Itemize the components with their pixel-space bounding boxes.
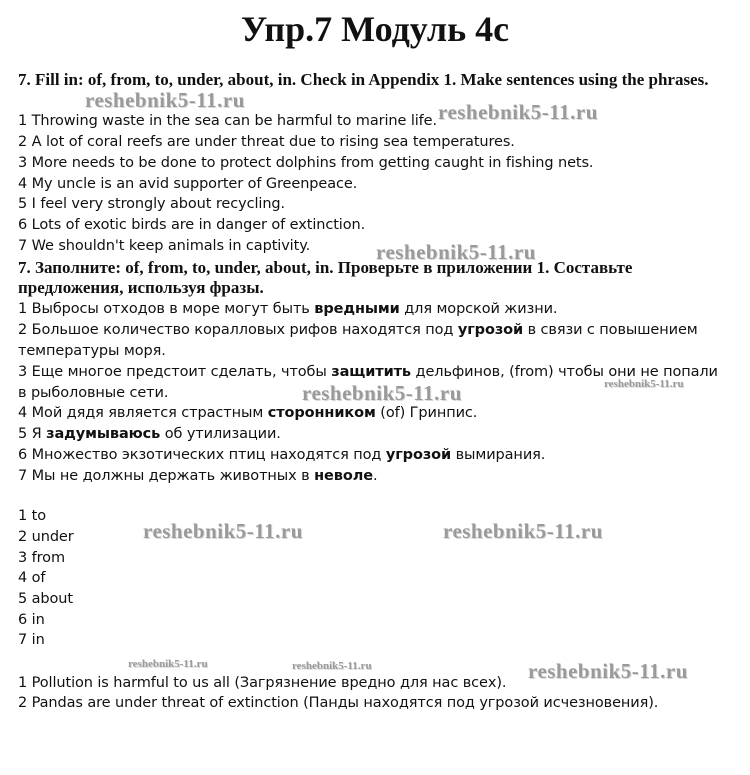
sentence-text: об утилизации.	[160, 426, 281, 442]
highlighted-word: угрозой	[457, 322, 524, 338]
sentence-text: 2 Большое количество коралловых рифов находятся под	[18, 322, 458, 338]
watermark: reshebnik5-11.ru	[292, 660, 372, 672]
watermark: reshebnik5-11.ru	[528, 659, 688, 683]
watermark: reshebnik5-11.ru	[143, 519, 303, 543]
watermark: reshebnik5-11.ru	[443, 519, 603, 543]
answer-6: 6 in	[18, 612, 45, 628]
en-sentence-1: 1 Throwing waste in the sea can be harmful to marine life.	[18, 113, 438, 129]
answer-4: 4 of	[18, 570, 46, 586]
page-title: Упр.7 Модуль 4c	[240, 9, 510, 49]
watermark: reshebnik5-11.ru	[438, 100, 598, 124]
answer-5: 5 about	[18, 591, 73, 607]
ru-sentence-line	[18, 299, 557, 319]
exercise-heading-ru: 7. Заполните: of, from, to, under, about, in. Проверьте в приложении 1. Составьте предложения, используя фразы.	[18, 258, 633, 297]
example-sentence-1: 1 Pollution is harmful to us all (Загрязнение вредно для нас всех).	[18, 675, 507, 691]
highlighted-word: неволе	[314, 468, 373, 484]
ru-sentence-line	[18, 403, 477, 423]
ru-sentence-line	[18, 424, 281, 444]
watermark: reshebnik5-11.ru	[376, 240, 536, 264]
ru-sentence-line	[18, 445, 545, 465]
watermark: reshebnik5-11.ru	[85, 88, 245, 112]
watermark: reshebnik5-11.ru	[128, 658, 208, 670]
en-sentence-7: 7 We shouldn't keep animals in captivity.	[18, 238, 311, 254]
sentence-text: температуры моря.	[18, 343, 166, 359]
en-sentence-3: 3 More needs to be done to protect dolphins from getting caught in fishing nets.	[18, 155, 594, 171]
sentence-text: 1 Выбросы отходов в море могут быть	[18, 301, 315, 317]
en-sentence-2: 2 A lot of coral reefs are under threat due to rising sea temperatures.	[18, 134, 515, 150]
sentence-text: вымирания.	[451, 447, 546, 463]
sentence-text: в рыболовные сети.	[18, 385, 169, 401]
sentence-text: 5 Я	[18, 426, 47, 442]
exercise-heading-en: 7. Fill in: of, from, to, under, about, in. Check in Appendix 1. Make sentences using the phrases.	[18, 70, 709, 89]
highlighted-word: угрозой	[385, 447, 452, 463]
ru-sentence-line	[18, 341, 166, 361]
sentence-text: 3 Еще многое предстоит сделать, чтобы	[18, 364, 332, 380]
watermark: reshebnik5-11.ru	[302, 381, 462, 405]
sentence-text: 7 Мы не должны держать животных в	[18, 468, 315, 484]
sentence-text: для морской жизни.	[399, 301, 558, 317]
en-sentence-6: 6 Lots of exotic birds are in danger of extinction.	[18, 217, 366, 233]
watermark: reshebnik5-11.ru	[604, 378, 684, 390]
sentence-text: (of) Гринпис.	[375, 405, 478, 421]
ru-sentence-line	[18, 383, 168, 403]
highlighted-word: задумываюсь	[46, 426, 161, 442]
highlighted-word: вредными	[314, 301, 400, 317]
sentence-text: .	[372, 468, 378, 484]
ru-sentence-line	[18, 466, 377, 486]
sentence-text: дельфинов, (from) чтобы они не попали	[411, 364, 718, 380]
sentence-text: в связи с повышением	[523, 322, 698, 338]
en-sentence-5: 5 I feel very strongly about recycling.	[18, 196, 286, 212]
ru-sentence-line	[18, 320, 698, 340]
answer-3: 3 from	[18, 550, 65, 566]
answer-7: 7 in	[18, 632, 45, 648]
highlighted-word: защитить	[331, 364, 412, 380]
answer-1: 1 to	[18, 508, 46, 524]
sentence-text: 4 Мой дядя является страстным	[18, 405, 268, 421]
example-sentence-2: 2 Pandas are under threat of extinction (Панды находятся под угрозой исчезновения).	[18, 695, 659, 711]
en-sentence-4: 4 My uncle is an avid supporter of Greenpeace.	[18, 176, 358, 192]
sentence-text: 6 Множество экзотических птиц находятся под	[18, 447, 386, 463]
highlighted-word: сторонником	[267, 405, 376, 421]
answer-2: 2 under	[18, 529, 74, 545]
